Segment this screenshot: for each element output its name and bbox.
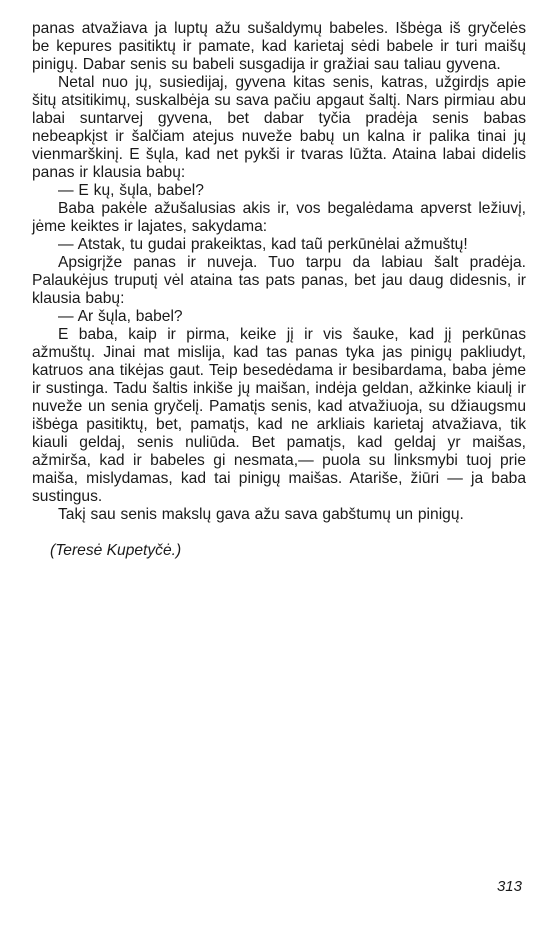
paragraph-4: Baba pakėle ažušalusias akis ir, vos begalėdama apverst ležiuvį, jėme keiktes ir lajates, sakydama: [32, 200, 526, 235]
page-number: 313 [496, 878, 522, 895]
paragraph-5-dialogue: — Atstak, tu gudai prakeiktas, kad taũ perkūnėlai ažmuštų! [58, 236, 468, 253]
paragraph-3-dialogue: — E kų, šųla, babel? [58, 182, 204, 199]
paragraph-9: Takį sau senis makslų gava ažu sava gabštumų un pinigų. [58, 506, 464, 523]
paragraph-8: E baba, kaip ir pirma, keike jį ir vis šauke, kad jį perkūnas ažmuštų. Jinai mat mislija, kad tas panas tyka jas pinigų pakliudyt, katruos ana tikėjas gaut. Teip besedėdama ir besibardama, baba jėme ir sustinga. Tadu šaltis inkiše jų maišan, indėja geldan, ažkinke kiaulį ir nuveže un senia gryčelį. Pamatįs senis, kad atvažiuoja, su džiaugsmu išbėga pasitiktų, bet, pamatįs, kad ne arkliais karietaj atvažiava, tik kiauli geldaj, senis nuliūda. Bet pamatįs, kad geldaj yr maišas, ažmirša, kad ir babeles gi nesmata,— puola su linksmybi tuoj prie maiša, mislydamas, kad tai pinigų maišas. Atariše, žiūri — ja baba sustingus. [32, 326, 526, 505]
paragraph-2: Netal nuo jų, susiedijaj, gyvena kitas senis, katras, užgirdįs apie šitų atsitikimų, suskalbėja su sava pačiu apgaut šaltį. Nars pirmiau abu labai suntarvej gyvena, bet dabar tyčia pradėja senis babas nebeapkįst ir šalčiam atejus nuveže babų un kalna ir palika tinai jų vienmarškinį. E šųla, kad net pykši ir tvaras lūžta. Ataina labai didelis panas ir klausia babų: [32, 74, 526, 181]
paragraph-1: panas atvažiava ja luptų ažu sušaldymų babeles. Išbėga iš gryčelės be kepures pasitiktų ir pamate, kad karietaj sėdi babele ir turi maišų pinigų. Dabar senis su babeli susgadija ir gražiai sau taliau gyvena. [32, 20, 526, 73]
paragraph-6: Apsigrįže panas ir nuveja. Tuo tarpu da labiau šalt pradėja. Palaukėjus truputį vėl ataina tas pats panas, bet jau daug didesnis, ir klausia babų: [32, 254, 526, 307]
author-signature: (Teresė Kupetyčė.) [50, 542, 182, 559]
paragraph-7-dialogue: — Ar šųla, babel? [58, 308, 183, 325]
